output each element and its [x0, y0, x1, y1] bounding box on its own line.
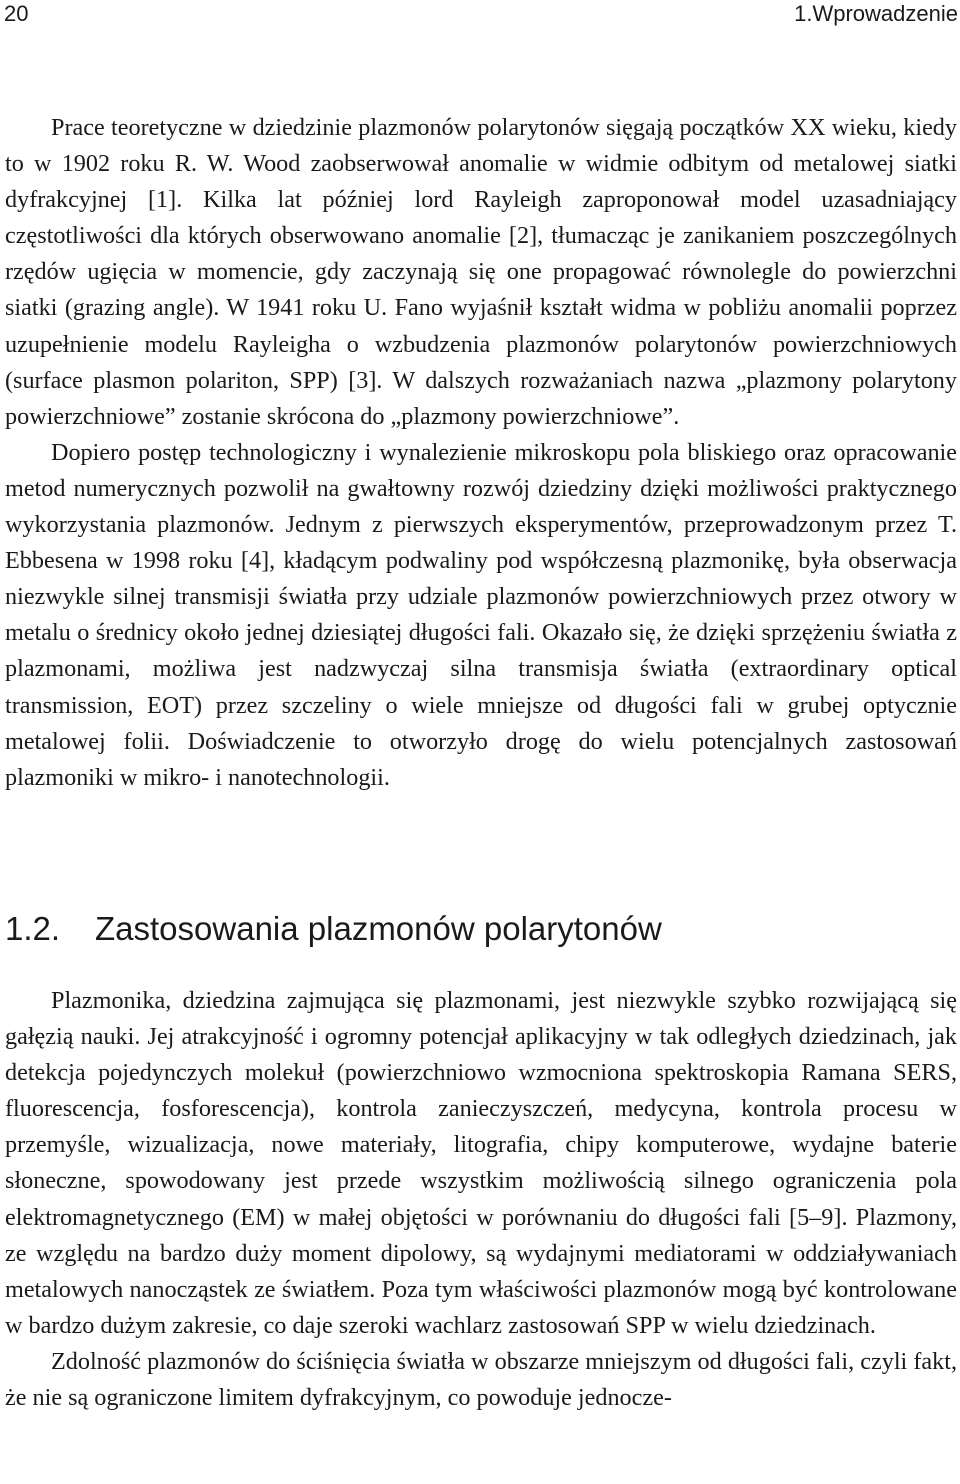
paragraph-history-2: Dopiero postęp technologiczny i wynalezienie mikroskopu pola bliskiego oraz opracowanie metod numerycznych pozwolił na gwałtowny rozwój dziedziny dzięki możliwości praktycznego wykorzystania plazmonów. Jednym z pierwszych eksperymentów, przeprowadzonym przez T. Ebbesena w 1998 roku [4], kładącym podwaliny pod współczesną plazmonikę, była obserwacja niezwykle silnej transmisji światła przy udziale plazmonów powierzchniowych przez otwory w metalu o średnicy około jednej dziesiątej długości fali. Okazało się, że dzięki sprzężeniu światła z plazmonami, możliwa jest nadzwyczaj silna transmisja światła (extraordinary optical transmission, EOT) przez szczeliny o wiele mniejsze od długości fali w grubej optycznie metalowej folii. Doświadczenie to otworzyło drogę do wielu potencjalnych zastosowań plazmoniki w mikro- i nanotechnologii. [5, 438, 957, 791]
paragraph-applications-1: Plazmonika, dziedzina zajmująca się plazmonami, jest niezwykle szybko rozwijającą się gałęzią nauki. Jej atrakcyjność i ogromny potencjał aplikacyjny w tak odległych dziedzinach, jak detekcja pojedynczych molekuł (powierzchniowo wzmocniona spektroskopia Ramana SERS, fluorescencja, fosforescencja), kontrola zanieczyszczeń, medycyna, kontrola procesu w przemyśle, wizualizacja, nowe materiały, litografia, chipy komputerowe, wydajne baterie słoneczne, spowodowany jest przede wszystkim możliwością silnego ograniczenia pola elektromagnetycznego (EM) w małej objętości w porównaniu do długości fali [5–9]. Plazmony, ze względu na bardzo duży moment dipolowy, są wydajnymi mediatorami w oddziaływaniach metalowych nanocząstek ze światłem. Poza tym właściwości plazmonów mogą być kontrolowane w bardzo dużym zakresie, co daje szeroki wachlarz zastosowań SPP w wielu dziedzinach. [5, 987, 957, 1339]
section-heading [5, 906, 957, 956]
text-block-applications [5, 983, 957, 1416]
page-number: 20 [4, 1, 29, 26]
chapter-title: 1.Wprowadzenie [794, 1, 958, 26]
section-title: Zastosowania plazmonów polarytonów [95, 910, 662, 947]
running-header [0, 0, 960, 32]
paragraph-applications-2: Zdolność plazmonów do ściśnięcia światła w obszarze mniejszym od długości fali, czyli fakt, że nie są ograniczone limitem dyfrakcyjnym, co powoduje jednocze- [5, 1347, 957, 1412]
section-number: 1.2. [5, 910, 61, 947]
paragraph-history-1: Prace teoretyczne w dziedzinie plazmonów polarytonów sięgają początków XX wieku, kiedy to w 1902 roku R. W. Wood zaobserwował anomalie w widmie odbitym od metalowej siatki dyfrakcyjnej [1]. Kilka lat później lord Rayleigh zaproponował model uzasadniający częstotliwości dla których obserwowano anomalie [2], tłumacząc je zanikaniem poszczególnych rzędów ugięcia w momencie, gdy zaczynają się one propagować równolegle do powierzchni siatki (grazing angle). W 1941 roku U. Fano wyjaśnił kształt widma w pobliżu anomalii poprzez uzupełnienie modelu Rayleigha o wzbudzenia plazmonów polarytonów powierzchniowych (surface plasmon polariton, SPP) [3]. W dalszych rozważaniach nazwa „plazmony polarytony powierzchniowe” zostanie skrócona do „plazmony powierzchniowe”. [5, 114, 957, 430]
text-block-history [5, 110, 957, 796]
